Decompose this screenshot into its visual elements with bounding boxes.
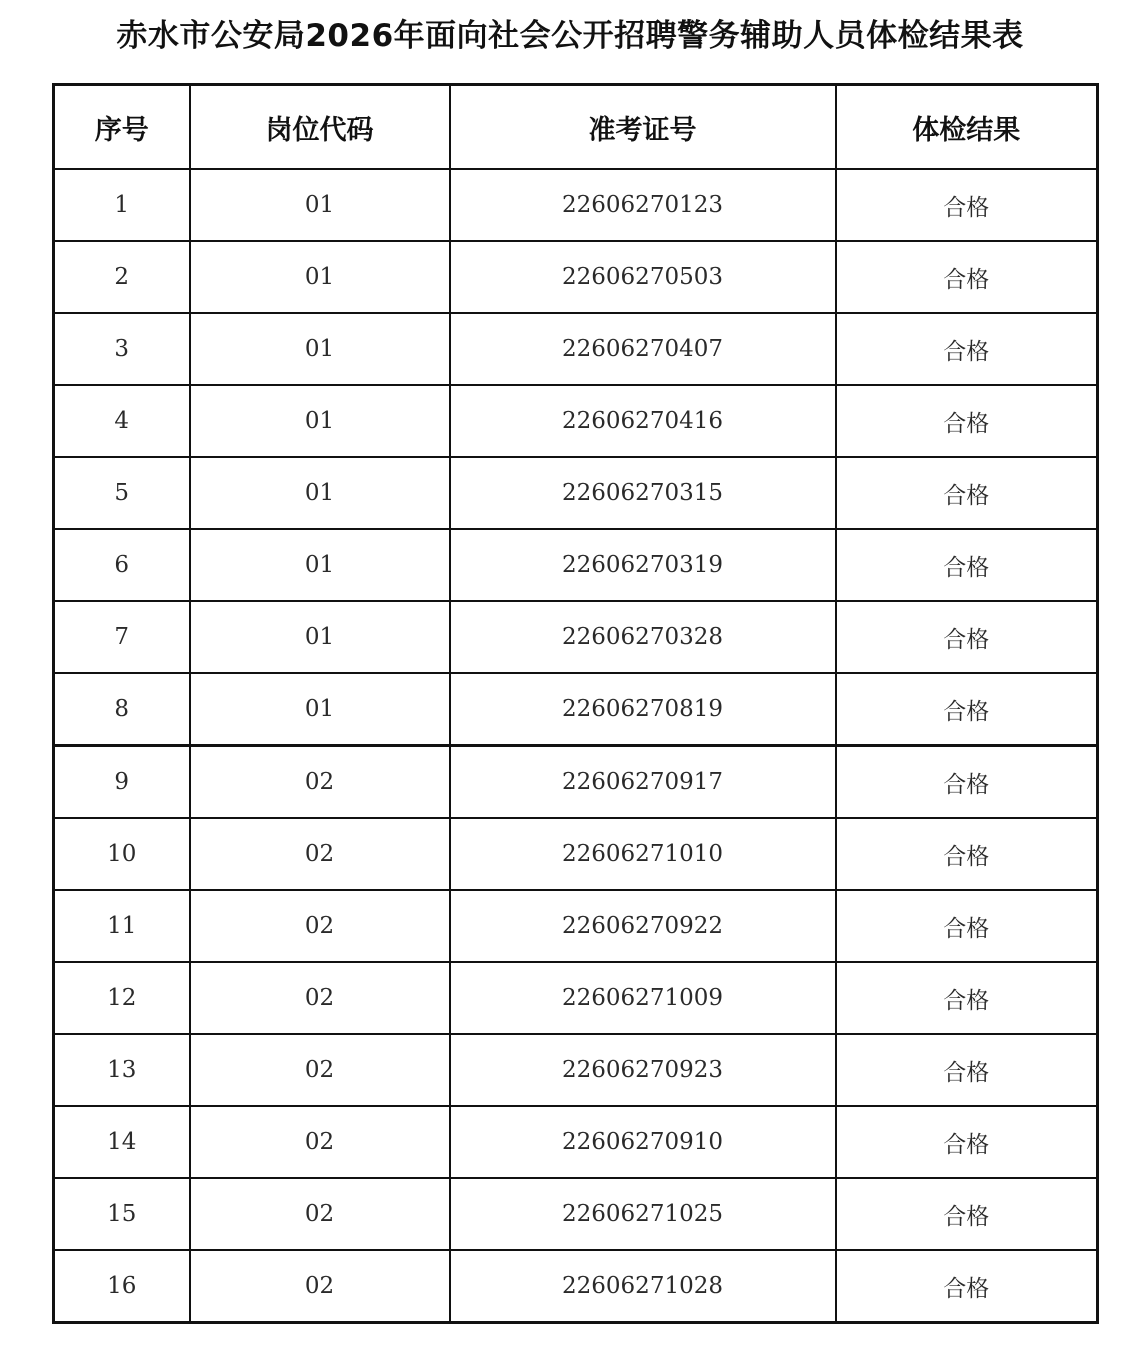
position-code-cell: 02 <box>190 746 450 819</box>
results-table <box>52 83 1099 1324</box>
ticket-number-cell: 22606271009 <box>450 962 836 1034</box>
table-row <box>54 1106 1098 1178</box>
position-code-cell: 02 <box>190 1178 450 1250</box>
serial-number-cell: 9 <box>54 746 190 819</box>
header-admission-ticket-number: 准考证号 <box>450 85 836 170</box>
exam-result-cell: 合格 <box>836 313 1098 385</box>
table-row <box>54 890 1098 962</box>
ticket-number-cell: 22606270910 <box>450 1106 836 1178</box>
position-code-cell: 01 <box>190 241 450 313</box>
serial-number-cell: 10 <box>54 818 190 890</box>
exam-result-cell: 合格 <box>836 241 1098 313</box>
table-row <box>54 169 1098 241</box>
exam-result-cell: 合格 <box>836 1034 1098 1106</box>
position-code-cell: 01 <box>190 313 450 385</box>
table-row <box>54 601 1098 673</box>
serial-number-cell: 7 <box>54 601 190 673</box>
table-row <box>54 313 1098 385</box>
serial-number-cell: 1 <box>54 169 190 241</box>
exam-result-cell: 合格 <box>836 673 1098 746</box>
ticket-number-cell: 22606270123 <box>450 169 836 241</box>
ticket-number-cell: 22606270328 <box>450 601 836 673</box>
serial-number-cell: 14 <box>54 1106 190 1178</box>
position-code-cell: 02 <box>190 962 450 1034</box>
position-code-cell: 02 <box>190 1106 450 1178</box>
position-code-cell: 02 <box>190 818 450 890</box>
position-code-cell: 01 <box>190 169 450 241</box>
table-row <box>54 1178 1098 1250</box>
exam-result-cell: 合格 <box>836 746 1098 819</box>
ticket-number-cell: 22606270416 <box>450 385 836 457</box>
table-row <box>54 241 1098 313</box>
ticket-number-cell: 22606271028 <box>450 1250 836 1323</box>
position-code-cell: 02 <box>190 1034 450 1106</box>
exam-result-cell: 合格 <box>836 385 1098 457</box>
serial-number-cell: 11 <box>54 890 190 962</box>
position-code-cell: 01 <box>190 601 450 673</box>
ticket-number-cell: 22606270407 <box>450 313 836 385</box>
header-serial-number: 序号 <box>54 85 190 170</box>
position-code-cell: 01 <box>190 457 450 529</box>
ticket-number-cell: 22606270922 <box>450 890 836 962</box>
table-row <box>54 818 1098 890</box>
exam-result-cell: 合格 <box>836 169 1098 241</box>
ticket-number-cell: 22606271025 <box>450 1178 836 1250</box>
position-code-cell: 01 <box>190 529 450 601</box>
serial-number-cell: 5 <box>54 457 190 529</box>
position-code-cell: 02 <box>190 890 450 962</box>
position-code-cell: 01 <box>190 385 450 457</box>
serial-number-cell: 13 <box>54 1034 190 1106</box>
table-row <box>54 746 1098 819</box>
table-row <box>54 673 1098 746</box>
header-exam-result: 体检结果 <box>836 85 1098 170</box>
exam-result-cell: 合格 <box>836 890 1098 962</box>
exam-result-cell: 合格 <box>836 962 1098 1034</box>
serial-number-cell: 12 <box>54 962 190 1034</box>
exam-result-cell: 合格 <box>836 457 1098 529</box>
serial-number-cell: 2 <box>54 241 190 313</box>
table-row <box>54 1250 1098 1323</box>
ticket-number-cell: 22606270503 <box>450 241 836 313</box>
table-row <box>54 385 1098 457</box>
serial-number-cell: 3 <box>54 313 190 385</box>
exam-result-cell: 合格 <box>836 529 1098 601</box>
table-row <box>54 529 1098 601</box>
serial-number-cell: 6 <box>54 529 190 601</box>
page-title: 赤水市公安局2026年面向社会公开招聘警务辅助人员体检结果表 <box>116 18 1024 54</box>
ticket-number-cell: 22606270819 <box>450 673 836 746</box>
exam-result-cell: 合格 <box>836 601 1098 673</box>
table-header-row <box>54 85 1098 170</box>
serial-number-cell: 15 <box>54 1178 190 1250</box>
position-code-cell: 02 <box>190 1250 450 1323</box>
exam-result-cell: 合格 <box>836 1178 1098 1250</box>
ticket-number-cell: 22606270917 <box>450 746 836 819</box>
serial-number-cell: 8 <box>54 673 190 746</box>
position-code-cell: 01 <box>190 673 450 746</box>
table-row <box>54 962 1098 1034</box>
serial-number-cell: 4 <box>54 385 190 457</box>
header-position-code: 岗位代码 <box>190 85 450 170</box>
ticket-number-cell: 22606270315 <box>450 457 836 529</box>
table-row <box>54 457 1098 529</box>
table-row <box>54 1034 1098 1106</box>
ticket-number-cell: 22606271010 <box>450 818 836 890</box>
exam-result-cell: 合格 <box>836 818 1098 890</box>
exam-result-cell: 合格 <box>836 1106 1098 1178</box>
ticket-number-cell: 22606270319 <box>450 529 836 601</box>
exam-result-cell: 合格 <box>836 1250 1098 1323</box>
ticket-number-cell: 22606270923 <box>450 1034 836 1106</box>
serial-number-cell: 16 <box>54 1250 190 1323</box>
